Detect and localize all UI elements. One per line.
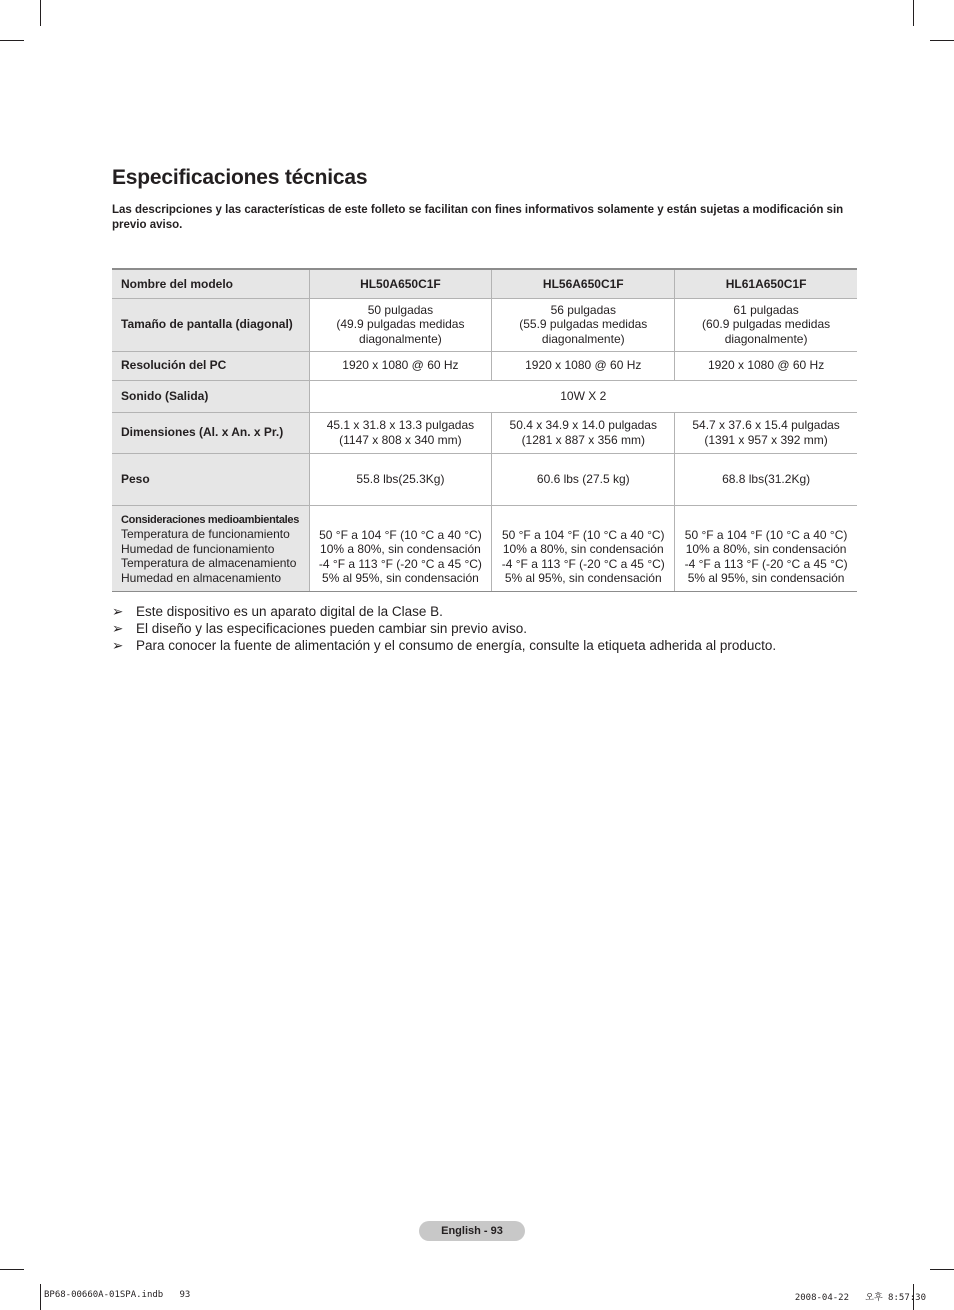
row-label: Resolución del PC <box>112 351 309 380</box>
cell-line: 5% al 95%, sin condensación <box>322 571 479 585</box>
environment-line: Temperatura de almacenamiento <box>121 556 297 571</box>
cell-line: (1281 x 887 x 356 mm) <box>521 432 645 447</box>
intro-text: Las descripciones y las características de este folleto se facilitan con fines informativos solamente y están sujetas a modificación sin previo aviso. <box>112 204 844 231</box>
date-slug: 2008-04-22 오후 8:57:30 <box>794 1293 926 1303</box>
cell-line: 45.1 x 31.8 x 13.3 pulgadas <box>326 418 475 432</box>
cell-line: (1147 x 808 x 340 mm) <box>339 432 462 447</box>
row-label: Sonido (Salida) <box>112 380 309 412</box>
crop-mark <box>40 0 41 26</box>
file-slug: BP68-00660A-01SPA.indb 93 <box>44 1290 191 1300</box>
list-item <box>112 603 776 620</box>
cell-line: 10% a 80%, sin condensación <box>502 542 664 556</box>
note-text: El diseño y las especificaciones pueden cambiar sin previo aviso. <box>136 621 527 636</box>
cell-line: 50 pulgadas <box>367 302 434 317</box>
crop-mark <box>0 1269 24 1270</box>
cell-line: 10% a 80%, sin condensación <box>320 542 481 556</box>
arrow-bullet-icon: ➢ <box>112 621 124 636</box>
model-header: HL50A650C1F <box>309 269 492 298</box>
row-label: Dimensiones (Al. x An. x Pr.) <box>112 412 309 453</box>
cell-line: 10% a 80%, sin condensación <box>685 542 847 556</box>
note-text: Para conocer la fuente de alimentación y el consumo de energía, consulte la etiqueta adherida al producto. <box>136 638 777 653</box>
table-cell: 55.8 lbs(25.3Kg) <box>309 453 492 505</box>
table-cell: 1920 x 1080 @ 60 Hz <box>675 351 857 380</box>
table-cell <box>675 412 857 453</box>
table-cell: 1920 x 1080 @ 60 Hz <box>492 351 675 380</box>
cell-line: 61 pulgadas <box>733 302 799 317</box>
cell-line: diagonalmente) <box>724 331 808 346</box>
cell-line: 54.7 x 37.6 x 15.4 pulgadas <box>692 418 840 432</box>
cell-line: -4 °F a 113 °F (-20 °C a 45 °C) <box>501 556 665 571</box>
table-cell <box>309 298 492 351</box>
table-row <box>112 298 857 351</box>
model-header: HL56A650C1F <box>492 269 675 298</box>
table-cell <box>492 298 675 351</box>
cell-line: 50 °F a 104 °F (10 °C a 40 °C) <box>684 527 848 542</box>
table-row <box>112 505 857 591</box>
table-cell: 68.8 lbs(31.2Kg) <box>675 453 857 505</box>
table-row <box>112 453 857 505</box>
crop-mark <box>930 40 954 41</box>
table-cell: 60.6 lbs (27.5 kg) <box>492 453 675 505</box>
table-cell <box>675 298 857 351</box>
cell-line: 50 °F a 104 °F (10 °C a 40 °C) <box>319 527 482 542</box>
cell-line: 5% al 95%, sin condensación <box>504 571 662 585</box>
table-row <box>112 412 857 453</box>
environment-line: Humedad de funcionamiento <box>121 541 275 556</box>
crop-mark <box>0 40 24 41</box>
table-cell <box>309 412 492 453</box>
table-cell: 1920 x 1080 @ 60 Hz <box>309 351 492 380</box>
table-row <box>112 380 857 412</box>
table-cell <box>675 505 857 591</box>
cell-line: 56 pulgadas <box>550 302 616 317</box>
row-label: Peso <box>112 453 309 505</box>
cell-line: (1391 x 957 x 392 mm) <box>704 432 828 447</box>
cell-line: -4 °F a 113 °F (-20 °C a 45 °C) <box>684 556 848 571</box>
cell-line: diagonalmente) <box>541 331 625 346</box>
page-title: Especificaciones técnicas <box>112 166 368 189</box>
model-header: HL61A650C1F <box>675 269 857 298</box>
table-cell <box>492 412 675 453</box>
cell-line: diagonalmente) <box>359 331 442 346</box>
table-row <box>112 269 857 298</box>
note-text: Este dispositivo es un aparato digital de la Clase B. <box>136 604 443 619</box>
cell-line: 50.4 x 34.9 x 14.0 pulgadas <box>509 418 657 432</box>
table-row <box>112 351 857 380</box>
environment-line: Humedad en almacenamiento <box>121 570 282 585</box>
list-item <box>112 620 776 637</box>
spec-table <box>112 268 857 592</box>
crop-mark <box>40 1284 41 1310</box>
environment-title: Consideraciones medioambientales <box>121 513 300 526</box>
table-cell <box>492 505 675 591</box>
cell-line: (49.9 pulgadas medidas <box>336 317 465 332</box>
row-label: Tamaño de pantalla (diagonal) <box>112 298 309 351</box>
cell-line: 5% al 95%, sin condensación <box>687 571 845 585</box>
crop-mark <box>913 0 914 26</box>
page-number-badge: English - 93 <box>419 1221 525 1241</box>
notes-list <box>112 603 776 654</box>
table-cell <box>309 505 492 591</box>
row-label-environment <box>112 505 309 591</box>
cell-line: (60.9 pulgadas medidas <box>702 317 831 332</box>
cell-line: 50 °F a 104 °F (10 °C a 40 °C) <box>501 527 665 542</box>
cell-line: (55.9 pulgadas medidas <box>519 317 648 332</box>
arrow-bullet-icon: ➢ <box>112 638 124 653</box>
arrow-bullet-icon: ➢ <box>112 604 124 619</box>
crop-mark <box>930 1269 954 1270</box>
environment-line: Temperatura de funcionamiento <box>121 527 290 542</box>
table-cell: 10W X 2 <box>309 380 857 412</box>
header-label: Nombre del modelo <box>112 269 309 298</box>
cell-line: -4 °F a 113 °F (-20 °C a 45 °C) <box>318 556 482 571</box>
list-item <box>112 637 776 654</box>
